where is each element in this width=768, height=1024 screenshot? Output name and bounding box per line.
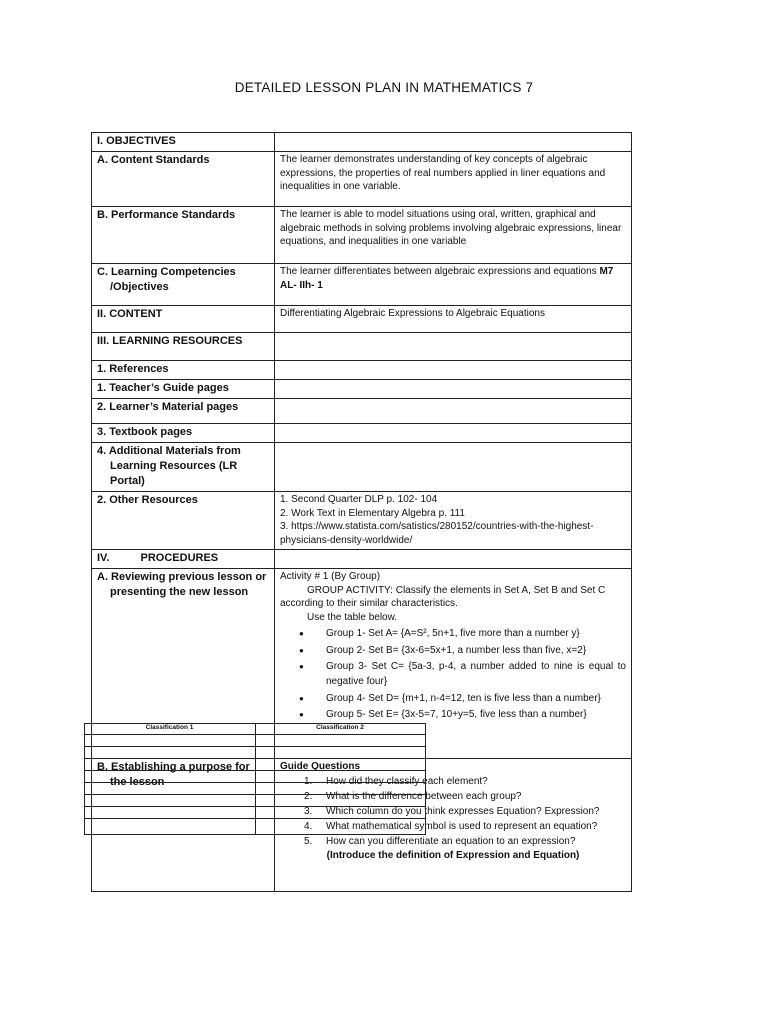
procedures-value [275, 550, 632, 569]
performance-standards-label: B. Performance Standards [92, 207, 275, 264]
procedures-number: IV. [97, 552, 110, 564]
guide-question: 2. What is the difference between each group? [304, 790, 522, 802]
guide-questions-title: Guide Questions [280, 761, 361, 772]
guide-question: 5. How can you differentiate an equation to an expression? [304, 835, 576, 847]
group-item: ● Group 1- Set A= {A=S², 5n+1, five more than a number y} [280, 626, 626, 641]
classification-table [84, 723, 426, 835]
competencies-text: The learner differentiates between algebraic expressions and equations [280, 266, 597, 277]
content-standards-label: A. Content Standards [92, 152, 275, 207]
learning-resources-label: III. LEARNING RESOURCES [92, 333, 275, 361]
classification-2-header: Classification 2 [316, 724, 364, 731]
activity-title: Activity # 1 (By Group) [280, 571, 381, 582]
other-resource-item: 3. https://www.statista.com/satistics/280152/countries-with-the-highest-physicians-density-worldwide/ [280, 521, 594, 546]
guide-question: 4. What mathematical symbol is used to represent an equation? [304, 820, 598, 832]
other-resource-item: 2. Work Text in Elementary Algebra p. 111 [280, 507, 465, 519]
purpose-text: B. Establishing a purpose for the lesson [97, 761, 250, 788]
learners-material-value [275, 399, 632, 424]
competencies-text-cell [275, 264, 632, 306]
textbook-label: 3. Textbook pages [92, 424, 275, 443]
competencies-label-line2: /Objectives [110, 281, 169, 293]
group-item: ● Group 3- Set C= {5a-3, p-4, a number added to nine is equal to negative four} [280, 659, 626, 689]
group-item: ● Group 4- Set D= {m+1, n-4=12, ten is five less than a number} [280, 691, 626, 706]
teachers-guide-value [275, 380, 632, 399]
additional-materials-label [92, 443, 275, 492]
guide-question: 1. How did they classify each element? [304, 775, 488, 787]
other-resource-item: 1. Second Quarter DLP p. 102- 104 [280, 494, 438, 505]
learning-resources-value [275, 333, 632, 361]
competencies-label-line1: C. Learning Competencies [97, 266, 236, 278]
other-resources-list [275, 492, 632, 550]
classification-1-header: Classification 1 [145, 724, 194, 731]
objectives-value [275, 133, 632, 152]
group-item: ● Group 2- Set B= {3x-6=5x+1, a number less than five, x=2} [280, 643, 626, 658]
textbook-value [275, 424, 632, 443]
competencies-label [92, 264, 275, 306]
procedures-title: PROCEDURES [140, 552, 219, 564]
other-resources-label: 2. Other Resources [92, 492, 275, 550]
additional-materials-text: 4. Additional Materials from Learning Resources (LR Portal) [97, 445, 241, 487]
guide-question: 3. Which column do you think expresses Equation? Expression? [304, 805, 600, 817]
closing-note: (Introduce the definition of Expression and Equation) [326, 849, 580, 861]
objectives-label: I. OBJECTIVES [92, 133, 275, 152]
guide-question-text: How can you differentiate an equation to an expression? [326, 835, 576, 847]
additional-materials-value [275, 443, 632, 492]
group-item: ● Group 5- Set E= {3x-5=7, 10+y=5, five less than a number} [280, 707, 626, 722]
teachers-guide-label: 1. Teacher’s Guide pages [92, 380, 275, 399]
activity-text: GROUP ACTIVITY: Classify the elements in Set A, Set B and Set C according to their similar characteristics. [280, 584, 606, 609]
references-value [275, 361, 632, 380]
guide-question-text: What mathematical symbol is used to represent an equation? [326, 820, 598, 832]
table-instruction: Use the table below. [307, 611, 398, 623]
content-text: Differentiating Algebraic Expressions to Algebraic Equations [275, 306, 632, 333]
learners-material-label: 2. Learner’s Material pages [92, 399, 275, 424]
content-standards-text: The learner demonstrates understanding of key concepts of algebraic expressions, the properties of real numbers applied in liner equations and inequalities in one variable. [275, 152, 632, 207]
group-list [280, 626, 626, 722]
performance-standards-text: The learner is able to model situations using oral, written, graphical and algebraic methods in solving problems involving algebraic expressions, linear equations, and inequalities in one variable [275, 207, 632, 264]
competencies-code: M7 AL- IIh- 1 [280, 266, 614, 291]
guide-question-text: How did they classify each element? [326, 775, 488, 787]
guide-question-text: What is the difference between each group? [326, 790, 522, 802]
procedures-label [92, 550, 275, 569]
content-label: II. CONTENT [92, 306, 275, 333]
reviewing-lesson-text: A. Reviewing previous lesson or presenting the new lesson [97, 571, 267, 598]
page-title: DETAILED LESSON PLAN IN MATHEMATICS 7 [234, 80, 534, 95]
references-label: 1. References [92, 361, 275, 380]
guide-question-text: Which column do you think expresses Equation? Expression? [326, 805, 600, 817]
